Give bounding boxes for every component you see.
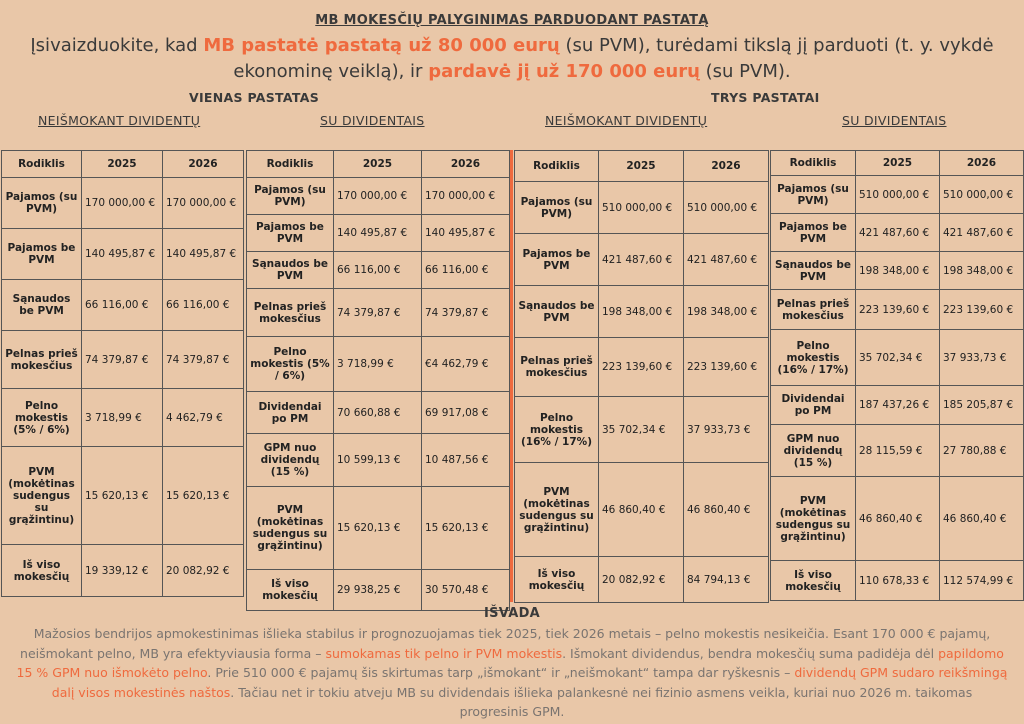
- section-divider: [510, 150, 513, 602]
- value-2025: 198 348,00 €: [599, 286, 684, 338]
- value-2026: 15 620,13 €: [163, 447, 244, 545]
- row-label: Pelnas prieš mokesčius: [515, 338, 599, 397]
- value-2026: 74 379,87 €: [163, 331, 244, 389]
- row-label: Pajamos be PVM: [247, 215, 334, 252]
- header-indicator: Rodiklis: [247, 151, 334, 178]
- intro-part-3: (su PVM).: [699, 61, 791, 82]
- value-2026: 510 000,00 €: [684, 182, 769, 234]
- value-2025: 170 000,00 €: [334, 178, 422, 215]
- row-label: Pelno mokestis (16% / 17%): [771, 330, 856, 386]
- value-2025: 223 139,60 €: [856, 290, 940, 330]
- page-title: MB MOKESČIŲ PALYGINIMAS PARDUODANT PASTATĄ: [315, 13, 709, 28]
- table-row: [515, 463, 769, 557]
- value-2026: 30 570,48 €: [422, 570, 510, 611]
- value-2026: 170 000,00 €: [163, 178, 244, 229]
- value-2026: 37 933,73 €: [684, 397, 769, 463]
- row-label: Pelno mokestis (5% / 6%): [2, 389, 82, 447]
- value-2025: 198 348,00 €: [856, 252, 940, 290]
- row-label: PVM (mokėtinas sudengus su grąžintinu): [2, 447, 82, 545]
- row-label: Sąnaudos be PVM: [771, 252, 856, 290]
- table-one-building-with-dividends: [246, 150, 510, 611]
- value-2026: 10 487,56 €: [422, 434, 510, 487]
- table-row: [247, 215, 510, 252]
- value-2025: 3 718,99 €: [334, 337, 422, 392]
- header-2026: 2026: [940, 151, 1024, 176]
- table-row: [771, 252, 1024, 290]
- value-2025: 140 495,87 €: [82, 229, 163, 280]
- table-row: [515, 557, 769, 603]
- value-2026: 46 860,40 €: [940, 477, 1024, 561]
- value-2025: 35 702,34 €: [599, 397, 684, 463]
- value-2025: 74 379,87 €: [82, 331, 163, 389]
- row-label: PVM (mokėtinas sudengus su grąžintinu): [247, 487, 334, 570]
- table-row: [771, 176, 1024, 214]
- conclusion-text: [16, 624, 1008, 722]
- value-2025: 20 082,92 €: [599, 557, 684, 603]
- subheading-with-dividends-one: SU DIVIDENTAIS: [320, 113, 425, 128]
- value-2026: 198 348,00 €: [684, 286, 769, 338]
- table-one-building-no-dividends: [1, 150, 244, 597]
- row-label: Pajamos (su PVM): [515, 182, 599, 234]
- value-2026: 27 780,88 €: [940, 425, 1024, 477]
- header-indicator: Rodiklis: [771, 151, 856, 176]
- header-2025: 2025: [599, 151, 684, 182]
- row-label: Pajamos (su PVM): [247, 178, 334, 215]
- subheading-no-dividends-one: NEIŠMOKANT DIVIDENTŲ: [38, 113, 201, 128]
- row-label: Dividendai po PM: [771, 386, 856, 425]
- row-label: Iš viso mokesčių: [515, 557, 599, 603]
- value-2025: 187 437,26 €: [856, 386, 940, 425]
- row-label: Iš viso mokesčių: [247, 570, 334, 611]
- table-row: [515, 397, 769, 463]
- value-2026: 112 574,99 €: [940, 561, 1024, 601]
- value-2025: 10 599,13 €: [334, 434, 422, 487]
- header-2025: 2025: [334, 151, 422, 178]
- table-three-buildings-no-dividends: [514, 150, 769, 603]
- conclusion-highlight: dividendų GPM sudaro reikšmingą dalį visos mokestinės naštos: [51, 665, 1008, 700]
- value-2025: 35 702,34 €: [856, 330, 940, 386]
- table-row: [515, 286, 769, 338]
- conclusion-part: . Tačiau net ir tokiu atveju MB su dividendais išlieka palankesnė nei fizinio asmens veikla, kuriai nuo 2026 m. taikomas progresinis GPM.: [230, 684, 973, 719]
- table-row: [2, 331, 244, 389]
- intro-text: [24, 33, 1000, 85]
- table-row: [2, 447, 244, 545]
- header-2025: 2025: [856, 151, 940, 176]
- value-2026: 66 116,00 €: [163, 280, 244, 331]
- row-label: Pajamos be PVM: [515, 234, 599, 286]
- row-label: Pajamos be PVM: [2, 229, 82, 280]
- row-label: Pelno mokestis (5% / 6%): [247, 337, 334, 392]
- table-row: [771, 386, 1024, 425]
- row-label: Dividendai po PM: [247, 392, 334, 434]
- table-row: [771, 290, 1024, 330]
- row-label: Pelnas prieš mokesčius: [2, 331, 82, 389]
- conclusion-part: . Išmokant dividendus, bendra mokesčių suma padidėja dėl: [562, 645, 939, 661]
- table-row: [771, 330, 1024, 386]
- table-row: [2, 229, 244, 280]
- value-2025: 15 620,13 €: [82, 447, 163, 545]
- value-2025: 74 379,87 €: [334, 289, 422, 337]
- value-2026: 74 379,87 €: [422, 289, 510, 337]
- table-row: [247, 487, 510, 570]
- value-2026: 510 000,00 €: [940, 176, 1024, 214]
- intro-highlight-sale-price: pardavė jį už 170 000 eurų: [428, 61, 700, 82]
- row-label: Sąnaudos be PVM: [2, 280, 82, 331]
- header-2026: 2026: [684, 151, 769, 182]
- conclusion-part: . Prie 510 000 € pajamų šis skirtumas tarp „išmokant“ ir „neišmokant“ tampa dar ryškesnis –: [207, 665, 795, 680]
- table-row: [771, 477, 1024, 561]
- table-row: [771, 425, 1024, 477]
- row-label: PVM (mokėtinas sudengus su grąžintinu): [771, 477, 856, 561]
- row-label: Iš viso mokesčių: [771, 561, 856, 601]
- value-2025: 421 487,60 €: [599, 234, 684, 286]
- header-indicator: Rodiklis: [2, 151, 82, 178]
- value-2025: 46 860,40 €: [856, 477, 940, 561]
- subheading-with-dividends-three: SU DIVIDENTAIS: [842, 113, 947, 128]
- row-label: Pelnas prieš mokesčius: [247, 289, 334, 337]
- value-2026: €4 462,79 €: [422, 337, 510, 392]
- section-heading-three-buildings: TRYS PASTATAI: [711, 90, 820, 105]
- row-label: Pajamos (su PVM): [2, 178, 82, 229]
- value-2025: 28 115,59 €: [856, 425, 940, 477]
- value-2026: 421 487,60 €: [940, 214, 1024, 252]
- row-label: PVM (mokėtinas sudengus su grąžintinu): [515, 463, 599, 557]
- table-row: [247, 252, 510, 289]
- intro-part-1: Įsivaizduokite, kad: [30, 35, 204, 56]
- row-label: Sąnaudos be PVM: [515, 286, 599, 338]
- row-label: Pelno mokestis (16% / 17%): [515, 397, 599, 463]
- table-row: [247, 434, 510, 487]
- value-2026: 140 495,87 €: [163, 229, 244, 280]
- value-2026: 37 933,73 €: [940, 330, 1024, 386]
- conclusion-part: Mažosios bendrijos apmokestinimas išlieka stabilus ir prognozuojamas tiek 2025, tiek 2026 metais – pelno mokestis nesikeičia. Esant 170 000 € pajamų, neišmokant pelno, MB yra efektyviausia forma –: [20, 626, 991, 661]
- conclusion-highlight: sumokamas tik pelno ir PVM mokestis: [325, 645, 563, 661]
- value-2025: 29 938,25 €: [334, 570, 422, 611]
- conclusion-title: IŠVADA: [483, 606, 541, 621]
- value-2026: 223 139,60 €: [684, 338, 769, 397]
- table-row: [2, 545, 244, 597]
- value-2026: 198 348,00 €: [940, 252, 1024, 290]
- value-2026: 185 205,87 €: [940, 386, 1024, 425]
- table-row: [771, 214, 1024, 252]
- row-label: Pajamos (su PVM): [771, 176, 856, 214]
- header-indicator: Rodiklis: [515, 151, 599, 182]
- header-2025: 2025: [82, 151, 163, 178]
- row-label: GPM nuo dividendų (15 %): [771, 425, 856, 477]
- value-2025: 421 487,60 €: [856, 214, 940, 252]
- table-row: [247, 337, 510, 392]
- table-row: [515, 338, 769, 397]
- value-2025: 66 116,00 €: [334, 252, 422, 289]
- value-2026: 84 794,13 €: [684, 557, 769, 603]
- table-row: [515, 182, 769, 234]
- value-2026: 170 000,00 €: [422, 178, 510, 215]
- value-2025: 15 620,13 €: [334, 487, 422, 570]
- row-label: GPM nuo dividendų (15 %): [247, 434, 334, 487]
- table-row: [2, 389, 244, 447]
- value-2025: 510 000,00 €: [856, 176, 940, 214]
- value-2026: 421 487,60 €: [684, 234, 769, 286]
- value-2025: 70 660,88 €: [334, 392, 422, 434]
- value-2026: 69 917,08 €: [422, 392, 510, 434]
- table-row: [247, 570, 510, 611]
- subheading-no-dividends-three: NEIŠMOKANT DIVIDENTŲ: [545, 113, 708, 128]
- section-heading-one-building: VIENAS PASTATAS: [189, 90, 320, 105]
- value-2025: 223 139,60 €: [599, 338, 684, 397]
- value-2026: 223 139,60 €: [940, 290, 1024, 330]
- table-row: [515, 234, 769, 286]
- value-2025: 110 678,33 €: [856, 561, 940, 601]
- row-label: Pelnas prieš mokesčius: [771, 290, 856, 330]
- value-2026: 15 620,13 €: [422, 487, 510, 570]
- table-row: [247, 178, 510, 215]
- value-2025: 66 116,00 €: [82, 280, 163, 331]
- value-2025: 170 000,00 €: [82, 178, 163, 229]
- table-row: [2, 280, 244, 331]
- value-2025: 510 000,00 €: [599, 182, 684, 234]
- table-row: [247, 289, 510, 337]
- table-three-buildings-with-dividends: [770, 150, 1024, 601]
- table-row: [2, 178, 244, 229]
- row-label: Iš viso mokesčių: [2, 545, 82, 597]
- table-row: [247, 392, 510, 434]
- row-label: Sąnaudos be PVM: [247, 252, 334, 289]
- value-2025: 46 860,40 €: [599, 463, 684, 557]
- table-row: [771, 561, 1024, 601]
- value-2025: 140 495,87 €: [334, 215, 422, 252]
- value-2026: 66 116,00 €: [422, 252, 510, 289]
- row-label: Pajamos be PVM: [771, 214, 856, 252]
- value-2026: 4 462,79 €: [163, 389, 244, 447]
- value-2025: 19 339,12 €: [82, 545, 163, 597]
- value-2025: 3 718,99 €: [82, 389, 163, 447]
- value-2026: 46 860,40 €: [684, 463, 769, 557]
- value-2026: 20 082,92 €: [163, 545, 244, 597]
- intro-highlight-build-cost: MB pastatė pastatą už 80 000 eurų: [203, 35, 560, 56]
- conclusion-highlight: papildomo 15 % GPM nuo išmokėto pelno: [16, 645, 1004, 680]
- header-2026: 2026: [422, 151, 510, 178]
- header-2026: 2026: [163, 151, 244, 178]
- intro-part-2: (su PVM), turėdami tikslą jį parduoti (t. y. vykdė ekonominę veiklą), ir: [233, 35, 994, 82]
- value-2026: 140 495,87 €: [422, 215, 510, 252]
